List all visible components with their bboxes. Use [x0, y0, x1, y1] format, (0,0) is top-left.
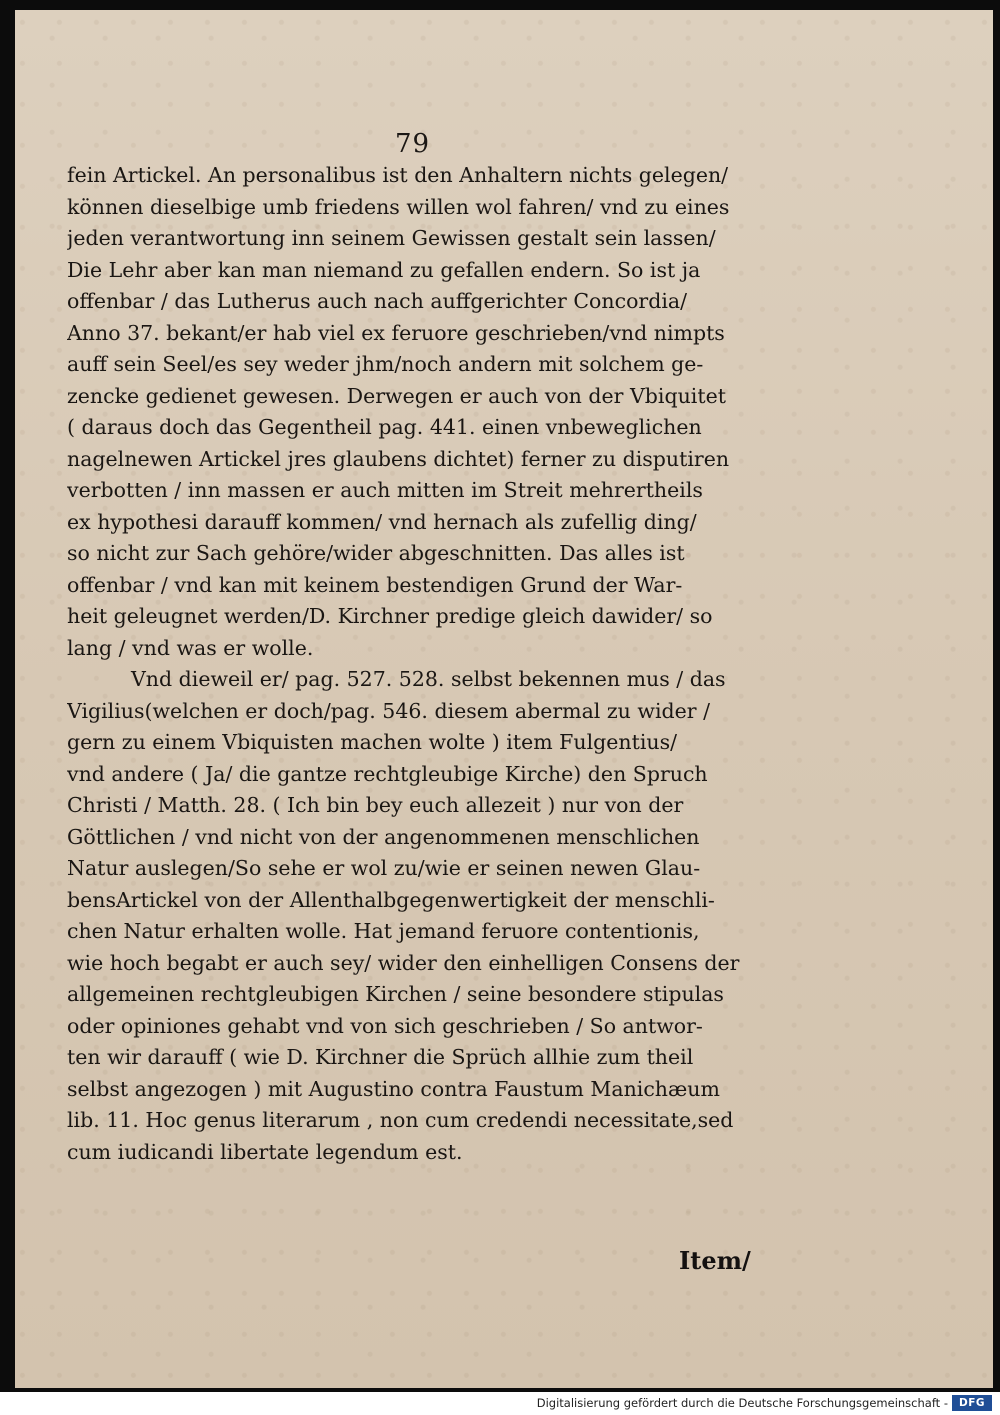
text-line: Göttlichen / vnd nicht von der angenommenen menschlichen: [67, 824, 700, 849]
text-line: zencke gedienet gewesen. Derwegen er auch von der Vbiquitet: [67, 383, 726, 408]
catchword: Item/: [679, 1246, 751, 1275]
text-line: heit geleugnet werden/D. Kirchner predige gleich dawider/ so: [67, 604, 713, 628]
funding-credit: Digitalisierung gefördert durch die Deutsche Forschungsgemeinschaft -: [536, 1396, 948, 1410]
body-text: [67, 160, 785, 1168]
text-line: gern zu einem Vbiquisten machen wolte ) item Fulgentius/: [67, 730, 678, 754]
text-line: fein Artickel. An personalibus ist den Anhaltern nichts gelegen/: [67, 163, 729, 187]
dfg-logo-icon: DFG: [952, 1395, 992, 1411]
paragraph-start-line: Vnd dieweil er/ pag. 527. 528. selbst bekennen mus / das: [131, 667, 726, 691]
text-line: ( daraus doch das Gegentheil pag. 441. einen vnbeweglichen: [67, 415, 702, 439]
text-line: lang / vnd was er wolle.: [67, 635, 314, 660]
text-line: ten wir darauff ( wie D. Kirchner die Sprüch allhie zum theil: [67, 1045, 694, 1069]
text-line: wie hoch begabt er auch sey/ wider den einhelligen Consens der: [67, 950, 740, 975]
text-line: oder opiniones gehabt vnd von sich geschrieben / So antwor-: [67, 1013, 703, 1038]
text-line: können dieselbige umb friedens willen wol fahren/ vnd zu eines: [67, 194, 730, 219]
text-line: nagelnewen Artickel jres glaubens dichtet) ferner zu disputiren: [67, 446, 730, 471]
text-line: jeden verantwortung inn seinem Gewissen gestalt sein lassen/: [67, 226, 716, 250]
page-number: 79: [395, 129, 431, 159]
scanned-page: [15, 10, 993, 1388]
text-line: vnd andere ( Ja/ die gantze rechtgleubige Kirche) den Spruch: [67, 761, 708, 786]
text-line: auff sein Seel/es sey weder jhm/noch andern mit solchem ge-: [67, 352, 704, 376]
text-line: Vigilius(welchen er doch/pag. 546. diesem abermal zu wider /: [67, 698, 710, 723]
text-line: chen Natur erhalten wolle. Hat jemand feruore contentionis,: [67, 919, 700, 943]
text-line: selbst angezogen ) mit Augustino contra Faustum Manichæum: [67, 1076, 720, 1101]
text-line: lib. 11. Hoc genus literarum , non cum credendi necessitate,sed: [67, 1108, 734, 1132]
text-line: ex hypothesi darauff kommen/ vnd hernach als zufellig ding/: [67, 509, 697, 534]
text-line: cum iudicandi libertate legendum est.: [67, 1139, 463, 1164]
text-line: offenbar / vnd kan mit keinem bestendigen Grund der War-: [67, 572, 683, 597]
text-line: offenbar / das Lutherus auch nach auffgerichter Concordia/: [67, 289, 688, 313]
footer-bar: [0, 1392, 1000, 1415]
text-line: Die Lehr aber kan man niemand zu gefallen endern. So ist ja: [67, 257, 701, 282]
text-line: Christi / Matth. 28. ( Ich bin bey euch allezeit ) nur von der: [67, 793, 684, 817]
text-line: allgemeinen rechtgleubigen Kirchen / seine besondere stipulas: [67, 982, 724, 1006]
text-line: so nicht zur Sach gehöre/wider abgeschnitten. Das alles ist: [67, 541, 685, 565]
text-line: bensArtickel von der Allenthalbgegenwertigkeit der menschli-: [67, 887, 715, 912]
text-line: Natur auslegen/So sehe er wol zu/wie er seinen newen Glau-: [67, 856, 701, 880]
text-line: Anno 37. bekant/er hab viel ex feruore geschrieben/vnd nimpts: [67, 320, 725, 345]
text-line: verbotten / inn massen er auch mitten im Streit mehrertheils: [67, 478, 703, 502]
